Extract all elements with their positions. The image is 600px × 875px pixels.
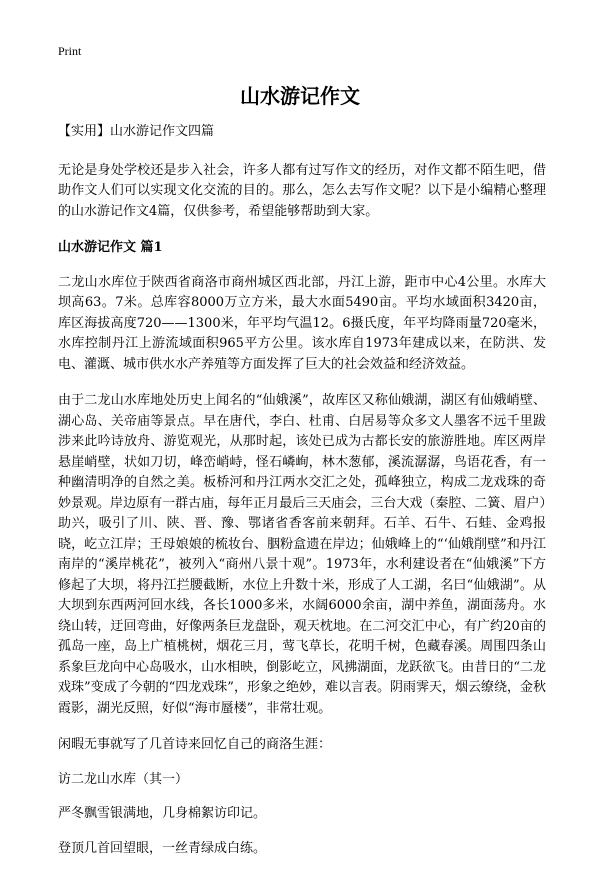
body-paragraph: 闲暇无事就写了几首诗来回忆自己的商洛生涯： (58, 737, 332, 752)
body-paragraph: 由于二龙山水库地处历史上闻名的“仙娥溪”，故库区又称仙娥湖，湖区有仙娥峭壁、湖心岛、关帝庙等景点。早在唐代，李白、杜甫、白居易等众多文人墨客不远千里跋涉来此吟诗放舟、游览观光，从那时起，该处已成为古都长安的旅游胜地。库区两岸悬崖峭壁，状如刀切，峰峦峭峙，怪石嶙峋，林木葱郁，溪流潺潺，鸟语花香，有一种幽清明净的自然之美。板桥河和丹江两水交汇之处，孤峰独立，构成二龙戏珠的奇妙景观。岸边原有一群古庙，每年正月最后三天庙会，三台大戏（秦腔、二簧、眉户）助兴，吸引了川、陕、晋、豫、鄂诸省香客前来朝拜。石羊、石牛、石蛙、金鸡报晓，屹立江岸；王母娘娘的梳妆台、胭粉盒遗在岸边；仙娥峰上的“‘仙娥削壁”和丹江南岸的“溪岸桃花”，被列入“商州八景十观”。1973年，水利建设者在“仙娥溪”下方修起了大坝，将丹江拦腰截断，水位上升数十米，形成了人工湖，名曰“仙娥湖”。从大坝到东西两河回水线，各长1000多米，水阔6000余亩，湖中养鱼，湖面荡舟。水绕山转，迂回弯曲，好像两条巨龙盘卧，观天枕地。在二河交汇中心，有广约20亩的孤岛一座，岛上广植桃树，烟花三月，莺飞草长，花明千树，色藏春溪。周围四条山系象巨龙向中心岛吸水，山水相映，倒影屹立，风拂湖面，龙跃欲飞。由昔日的“二龙戏珠”变成了今朝的“四龙戏珠”，形象之绝妙，难以言表。阴雨霁天，烟云缭绕，金秋霞影，湖光反照，好似“海市蜃楼”，非常壮观。 (58, 393, 546, 716)
poem-line: 登顶几首回望眼，一丝青绿成白练。 (58, 840, 267, 856)
print-label: Print (58, 44, 82, 58)
article-subtitle: 【实用】山水游记作文四篇 (58, 124, 215, 139)
article-body (58, 122, 546, 875)
intro-paragraph: 无论是身处学校还是步入社会，许多人都有过写作文的经历，对作文都不陌生吧，借助作文人们可以实现文化交流的目的。那么，怎么去写作文呢？以下是小编精心整理的山水游记作文4篇，仅供参考，希望能够帮助到大家。 (58, 162, 546, 219)
body-paragraph: 二龙山水库位于陕西省商洛市商州城区西北部，丹江上游，距市中心4公里。水库大坝高63。7米。总库容8000万立方米，最大水面5490亩。平均水域面积3420亩，库区海拔高度720——1300米，年平均气温12。6摄氏度，年平均降雨量720毫米，水库控制丹江上游流域面积965平方公里。该水库自1973年建成以来，在防洪、发电、灌溉、城市供水水产养殖等方面发挥了巨大的社会效益和经济效益。 (58, 274, 546, 372)
poem-line: 严冬飘雪银满地，几身棉絮访印记。 (58, 806, 267, 821)
page-title: 山水游记作文 (240, 84, 360, 108)
poem-title: 访二龙山水库（其一） (58, 771, 189, 787)
section-heading: 山水游记作文 篇1 (58, 240, 163, 255)
